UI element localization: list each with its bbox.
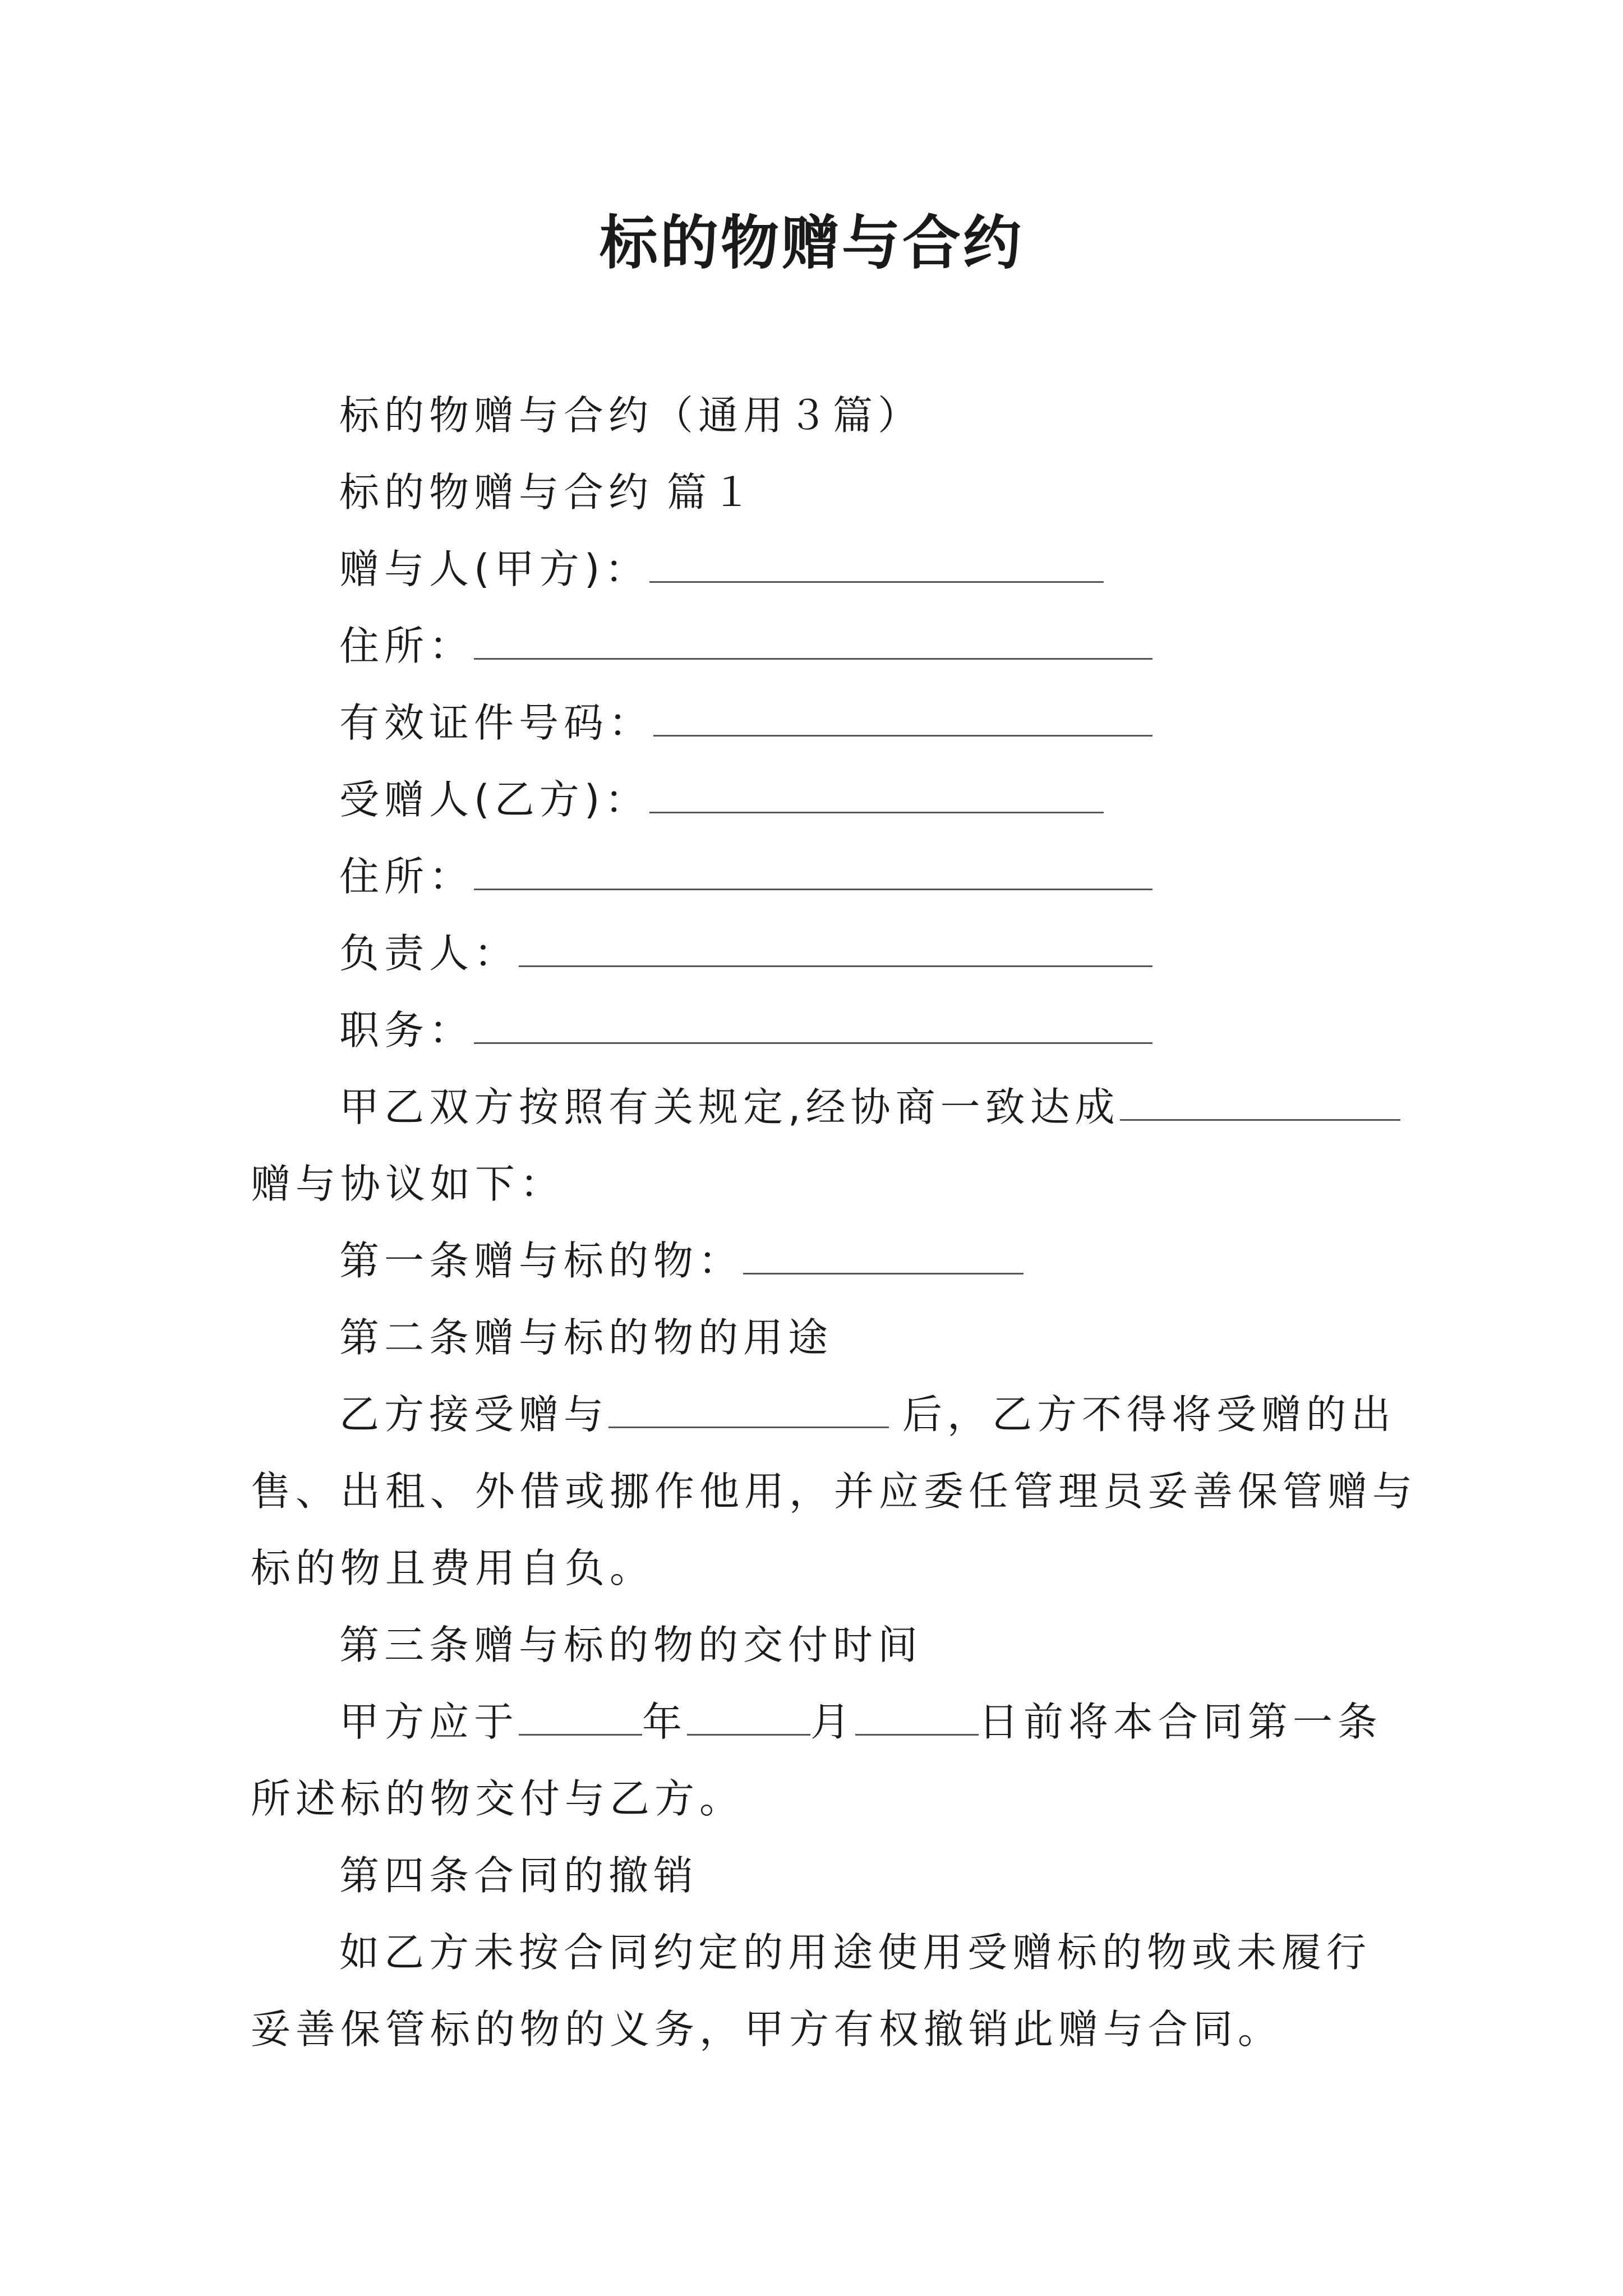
manager-line bbox=[251, 915, 1389, 992]
para3-text-a1: 甲方应于 bbox=[339, 1699, 519, 1745]
id-blank[interactable] bbox=[653, 701, 1152, 737]
position-label: 职务： bbox=[339, 1007, 474, 1053]
para2-text-b: 后，乙方不得将受赠的出 bbox=[902, 1391, 1396, 1438]
para2-blank[interactable] bbox=[608, 1393, 889, 1428]
para3-line-b bbox=[251, 1760, 1389, 1837]
para4-text-b: 妥善保管标的物的义务，甲方有权撤销此赠与合同。 bbox=[251, 2006, 1283, 2053]
para2-text-d: 标的物且费用自负。 bbox=[251, 1545, 655, 1591]
address1-blank[interactable] bbox=[474, 624, 1152, 660]
subtitle-line bbox=[251, 377, 1389, 454]
para2-line-c bbox=[251, 1453, 1418, 1530]
part1-suffix: 篇１ bbox=[667, 469, 757, 516]
donee-line bbox=[251, 761, 1389, 838]
para3-text-a2: 日前将本合同第一条 bbox=[979, 1699, 1383, 1745]
year-blank[interactable] bbox=[519, 1700, 642, 1736]
address1-label: 住所： bbox=[339, 623, 474, 669]
id-line bbox=[251, 684, 1389, 761]
para4-text-a: 如乙方未按合同约定的用途使用受赠标的物或未履行 bbox=[339, 1929, 1372, 1976]
art3-line bbox=[251, 1607, 1389, 1683]
document-title: 标的物赠与合约 bbox=[599, 209, 1023, 277]
art3-text: 第三条赠与标的物的交付时间 bbox=[339, 1622, 923, 1668]
year-label: 年 bbox=[642, 1699, 688, 1745]
address2-label: 住所： bbox=[339, 853, 474, 900]
art1-text: 第一条赠与标的物： bbox=[339, 1237, 744, 1284]
art4-line bbox=[251, 1837, 1389, 1914]
para3-line-a bbox=[251, 1683, 1389, 1760]
para1-line-a bbox=[251, 1069, 1389, 1145]
donor-label: 赠与人(甲方)： bbox=[339, 546, 650, 592]
para2-text-c: 售、出租、外借或挪作他用，并应委任管理员妥善保管赠与 bbox=[251, 1468, 1418, 1515]
donee-label: 受赠人(乙方)： bbox=[339, 776, 650, 823]
subtitle: 标的物赠与合约（通用３篇） bbox=[339, 392, 923, 439]
para1-text-a: 甲乙双方按照有关规定,经协商一致达成 bbox=[339, 1084, 1120, 1130]
para3-text-b: 所述标的物交付与乙方。 bbox=[251, 1775, 745, 1822]
art2-line bbox=[251, 1299, 1389, 1376]
part1-prefix: 标的物赠与合约 bbox=[339, 469, 654, 516]
address1-line bbox=[251, 608, 1389, 684]
para2-text-a: 乙方接受赠与 bbox=[339, 1391, 609, 1438]
id-label: 有效证件号码： bbox=[339, 700, 654, 746]
art1-line bbox=[251, 1222, 1389, 1299]
position-blank[interactable] bbox=[474, 1009, 1152, 1044]
month-label: 月 bbox=[810, 1699, 856, 1745]
para1-blank[interactable] bbox=[1120, 1085, 1400, 1121]
position-line bbox=[251, 992, 1389, 1069]
art4-text: 第四条合同的撤销 bbox=[339, 1852, 699, 1899]
part1-heading bbox=[251, 454, 1389, 531]
address2-blank[interactable] bbox=[474, 855, 1152, 890]
para1-text-b: 赠与协议如下： bbox=[251, 1161, 565, 1207]
address2-line bbox=[251, 838, 1389, 915]
para2-line-a bbox=[251, 1376, 1396, 1453]
para4-line-b bbox=[251, 1991, 1389, 2068]
para2-line-d bbox=[251, 1530, 1389, 1607]
donor-blank[interactable] bbox=[649, 547, 1104, 583]
manager-label: 负责人： bbox=[339, 930, 519, 977]
document-body bbox=[251, 377, 1418, 2068]
para1-line-b bbox=[251, 1145, 1389, 1222]
donee-blank[interactable] bbox=[649, 778, 1104, 813]
month-blank[interactable] bbox=[687, 1700, 810, 1736]
para4-line-a bbox=[251, 1914, 1389, 1991]
art2-text: 第二条赠与标的物的用途 bbox=[339, 1314, 833, 1361]
manager-blank[interactable] bbox=[519, 932, 1152, 967]
day-blank[interactable] bbox=[855, 1700, 979, 1736]
art1-blank[interactable] bbox=[743, 1239, 1023, 1274]
donor-line bbox=[251, 531, 1389, 608]
